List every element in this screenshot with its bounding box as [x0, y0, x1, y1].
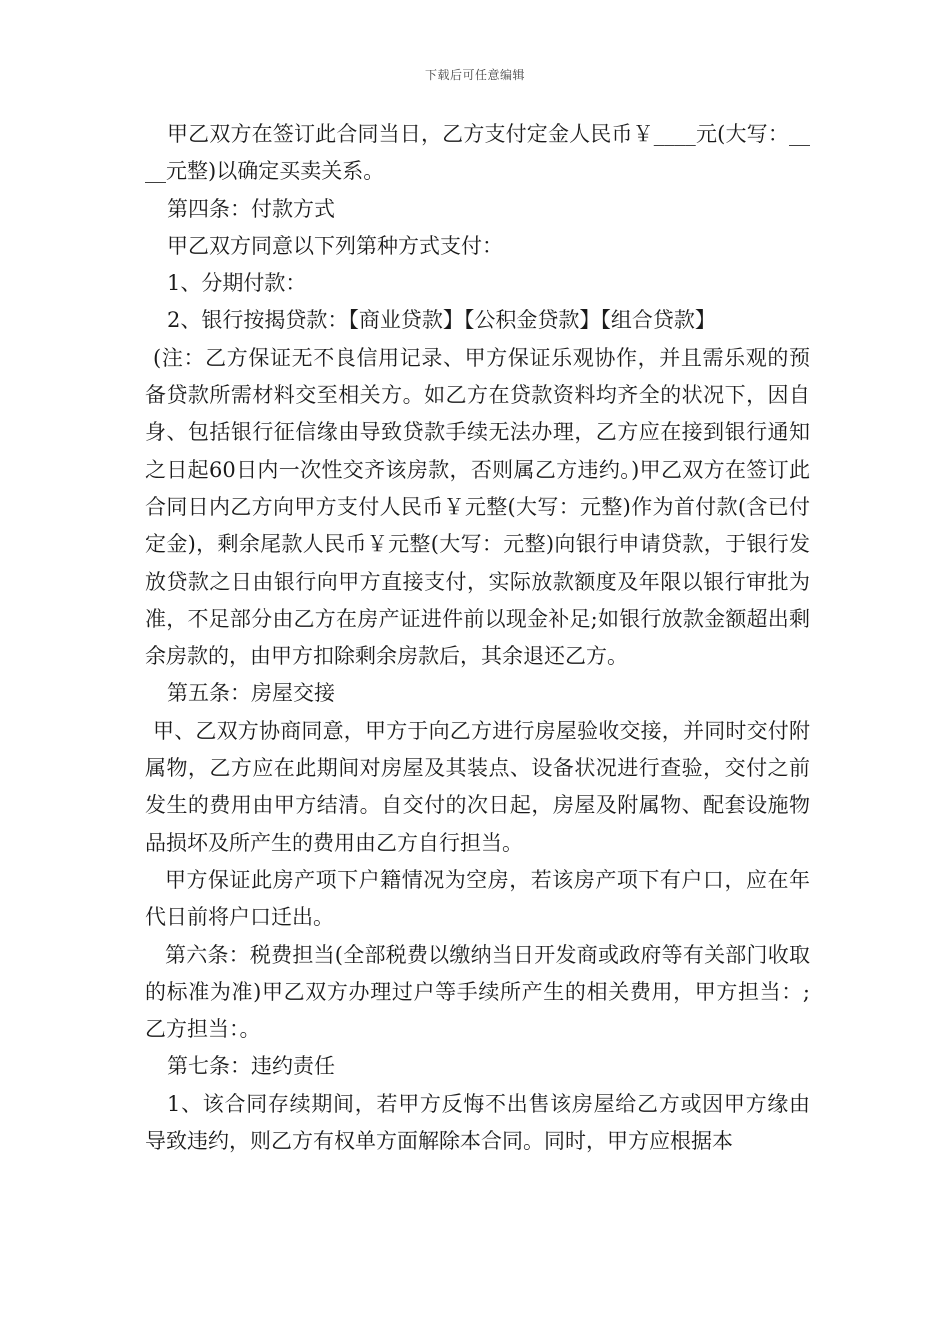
contract-body — [145, 116, 810, 1160]
heading-article-7: 第七条：违约责任 — [167, 1054, 335, 1079]
paragraph-breach-1: 1、该合同存续期间，若甲方反悔不出售该房屋给乙方或因甲方缘由导致违约，则乙方有权单方面解除本合同。同时，甲方应根据本 — [145, 1091, 810, 1154]
paragraph-bank-loan: 2、银行按揭贷款：【商业贷款】【公积金贷款】【组合贷款】 — [167, 308, 716, 333]
paragraph-loan-note: (注：乙方保证无不良信用记录、甲方保证乐观协作，并且需乐观的预备贷款所需材料交至相关方。如乙方在贷款资料均齐全的状况下，因自身、包括银行征信缘由导致贷款手续无法办理，乙方应在接到银行通知之日起60日内一次性交齐该房款，否则属乙方违约。)甲乙双方在签订此合同日内乙方向甲方支付人民币￥元整(大写：元整)作为首付款(含已付定金)，剩余尾款人民币￥元整(大写：元整)向银行申请贷款，于银行发放贷款之日由银行向甲方直接支付，实际放款额度及年限以银行审批为准，不足部分由乙方在房产证进件前以现金补足;如银行放款金额超出剩余房款的，由甲方扣除剩余房款后，其余退还乙方。 — [145, 345, 810, 669]
paragraph-household-registration: 甲方保证此房产项下户籍情况为空房，若该房产项下有户口，应在年代日前将户口迁出。 — [145, 867, 810, 930]
page-header-note: 下载后可任意编辑 — [424, 68, 525, 82]
paragraph-payment-method: 甲乙双方同意以下列第种方式支付： — [167, 233, 503, 258]
paragraph-installment: 1、分期付款： — [167, 271, 307, 296]
paragraph-article-6-taxes: 第六条：税费担当(全部税费以缴纳当日开发商或政府等有关部门收取的标准为准)甲乙双方办理过户等手续所产生的相关费用，甲方担当：;乙方担当：。 — [145, 942, 810, 1042]
heading-article-5: 第五条：房屋交接 — [167, 681, 335, 706]
heading-article-4: 第四条：付款方式 — [167, 196, 335, 221]
paragraph-handover: 甲、乙双方协商同意，甲方于向乙方进行房屋验收交接，并同时交付附属物，乙方应在此期间对房屋及其装点、设备状况进行查验，交付之前发生的费用由甲方结清。自交付的次日起，房屋及附属物、配套设施物品损坏及所产生的费用由乙方自行担当。 — [145, 718, 810, 855]
paragraph-deposit: 甲乙双方在签订此合同当日，乙方支付定金人民币￥____元(大写：____元整)以确定买卖关系。 — [145, 122, 810, 184]
